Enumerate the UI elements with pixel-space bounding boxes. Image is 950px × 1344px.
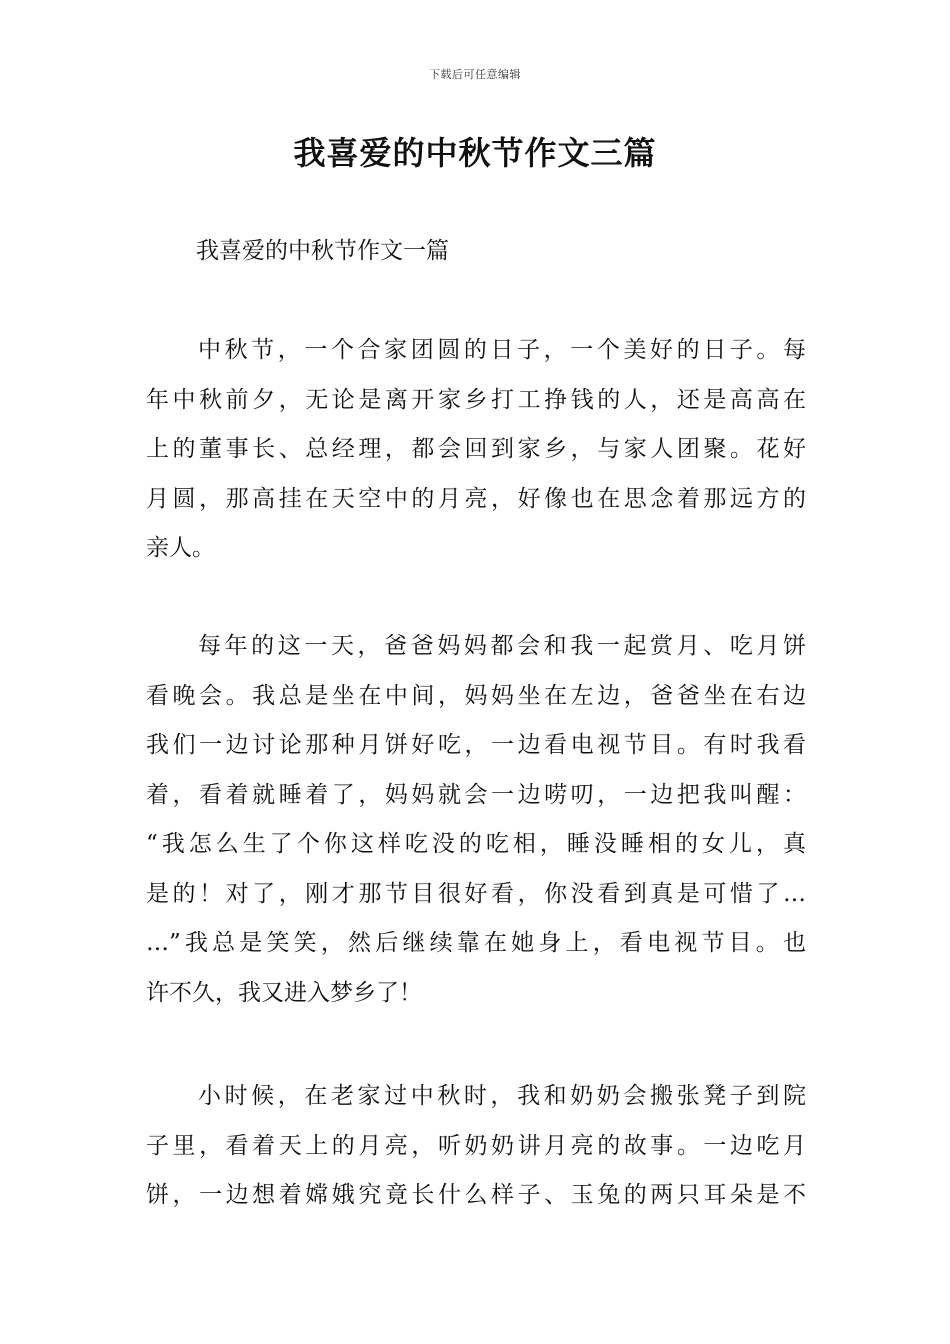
paragraph-line: 年中秋前夕，无论是离开家乡打工挣钱的人，还是高高在 xyxy=(146,386,806,413)
header-note: 下载后可任意编辑 xyxy=(429,68,521,81)
paragraph-line: 亲人。 xyxy=(146,535,215,561)
paragraph-line: …”我总是笑笑，然后继续靠在她身上，看电视节目。也 xyxy=(146,930,806,956)
paragraph-line: 每年的这一天，爸爸妈妈都会和我一起赏月、吃月饼 xyxy=(198,633,806,659)
paragraph-line: 是的！对了，刚才那节目很好看，你没看到真是可惜了… xyxy=(146,880,806,907)
paragraph-line: 看晚会。我总是坐在中间，妈妈坐在左边，爸爸坐在右边 xyxy=(146,682,806,709)
paragraph-1 xyxy=(146,326,806,574)
paragraph-line: 着，看着就睡着了，妈妈就会一边唠叨，一边把我叫醒： xyxy=(146,781,806,808)
paragraph-line: 许不久，我又进入梦乡了！ xyxy=(146,979,422,1006)
paragraph-2 xyxy=(146,622,806,1018)
paragraph-line: 子里，看着天上的月亮，听奶奶讲月亮的故事。一边吃月 xyxy=(146,1132,806,1159)
paragraph-line: 月圆，那高挂在天空中的月亮，好像也在思念着那远方的 xyxy=(146,485,806,512)
paragraph-3 xyxy=(146,1072,806,1221)
paragraph-line: 我们一边讨论那种月饼好吃，一边看电视节目。有时我看 xyxy=(146,732,806,758)
essay-subtitle: 我喜爱的中秋节作文一篇 xyxy=(196,238,449,264)
paragraph-line: 小时候，在老家过中秋时，我和奶奶会搬张凳子到院 xyxy=(198,1083,806,1109)
paragraph-line: 饼，一边想着嫦娥究竟长什么样子、玉兔的两只耳朵是不 xyxy=(146,1182,806,1208)
document-title: 我喜爱的中秋节作文三篇 xyxy=(293,134,657,172)
paragraph-line: 中秋节，一个合家团圆的日子，一个美好的日子。每 xyxy=(198,337,806,363)
paragraph-line: “我怎么生了个你这样吃没的吃相，睡没睡相的女儿，真 xyxy=(146,831,806,857)
paragraph-line: 上的董事长、总经理，都会回到家乡，与家人团聚。花好 xyxy=(146,436,806,462)
